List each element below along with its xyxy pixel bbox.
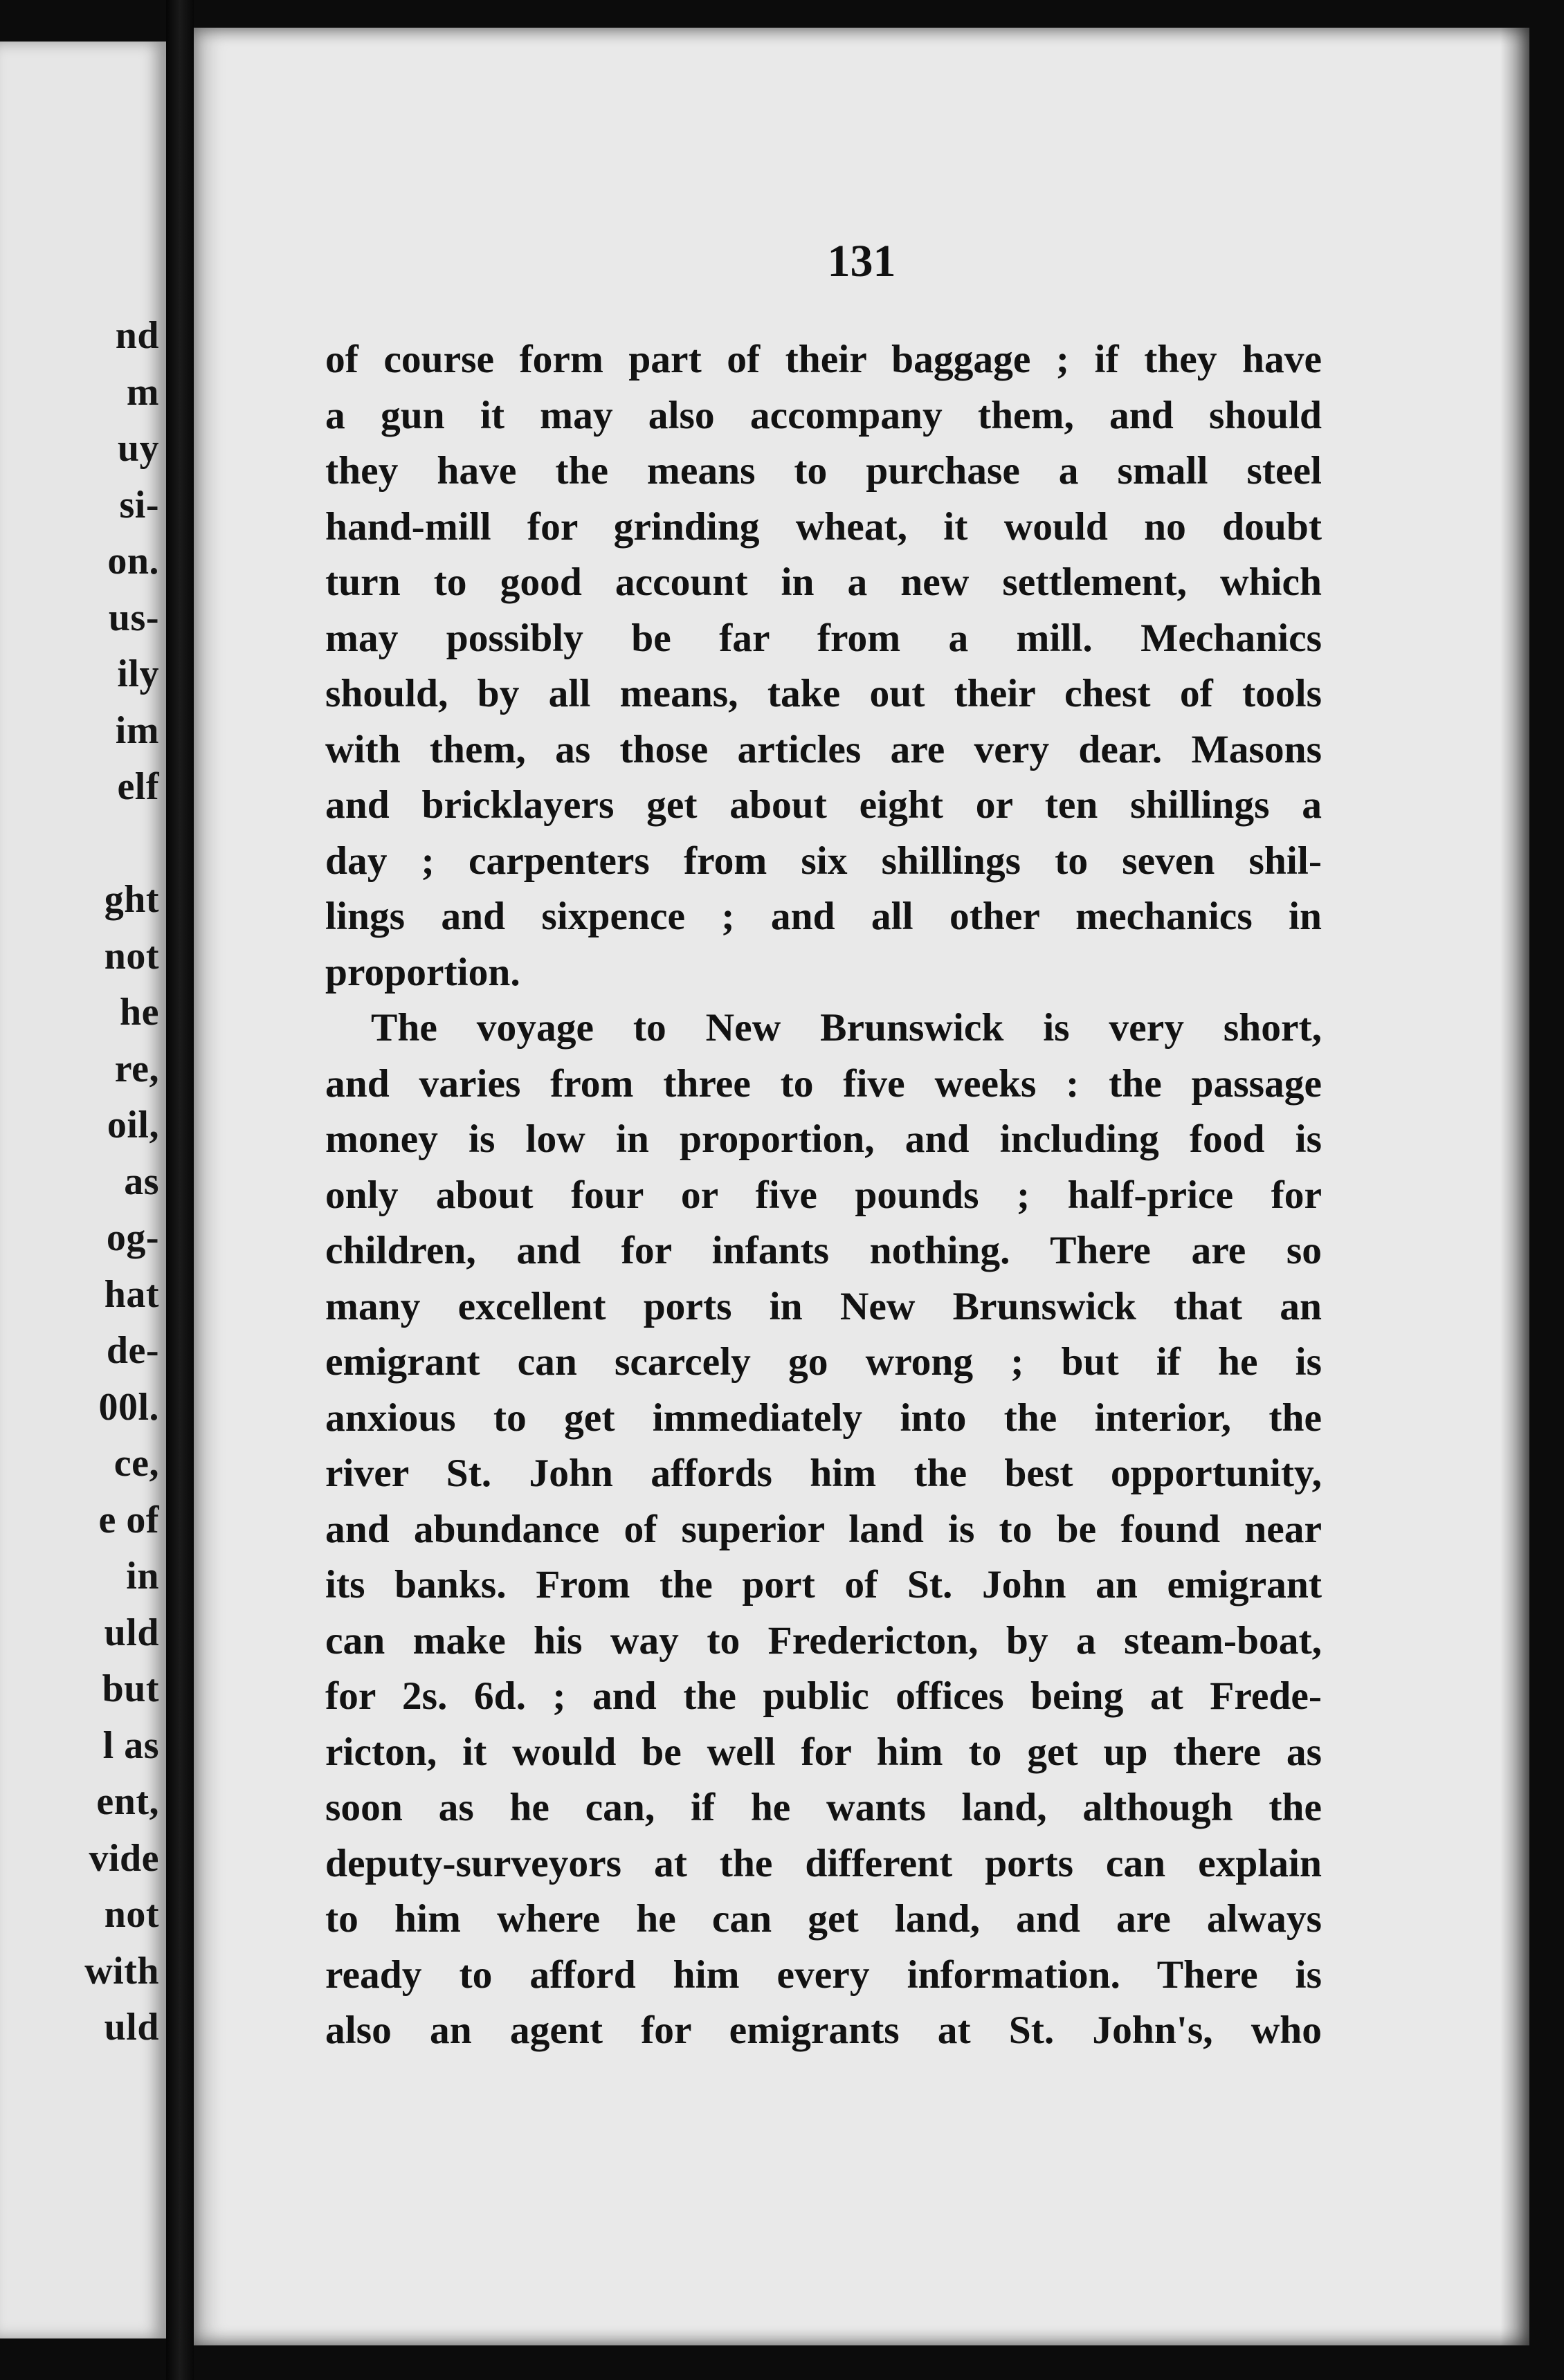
text-line: money is low in proportion, and including food is: [325, 1117, 1322, 1161]
previous-page-line-fragment: vide: [89, 1836, 159, 1880]
previous-page-line-fragment: in: [126, 1555, 159, 1598]
text-line: they have the means to purchase a small steel: [325, 449, 1322, 493]
text-line: only about four or five pounds ; half-price for: [325, 1173, 1322, 1217]
body-text: [325, 332, 1322, 2059]
page-edge-shadow: [1500, 28, 1529, 2345]
text-line: many excellent ports in New Brunswick that an: [325, 1284, 1322, 1328]
previous-page-line-fragment: hat: [104, 1272, 159, 1316]
previous-page-line-fragment: nd: [115, 314, 159, 357]
previous-page-line-fragment: l as: [102, 1723, 159, 1767]
previous-page-line-fragment: uy: [117, 427, 159, 470]
book-page: [194, 28, 1529, 2345]
previous-page-line-fragment: ily: [117, 652, 159, 695]
text-line: a gun it may also accompany them, and should: [325, 393, 1322, 437]
previous-page-line-fragment: oil,: [107, 1104, 159, 1146]
text-line: and abundance of superior land is to be found near: [325, 1507, 1322, 1551]
text-line: anxious to get immediately into the interior, the: [325, 1395, 1322, 1440]
paragraph-2: [325, 1000, 1322, 2059]
text-line: with them, as those articles are very dear. Masons: [325, 727, 1322, 771]
text-line: may possibly be far from a mill. Mechanics: [325, 616, 1322, 660]
previous-page-line-fragment: si-: [119, 483, 159, 527]
previous-page-line-fragment: im: [115, 708, 159, 752]
text-line: also an agent for emigrants at St. John's, who: [325, 2008, 1322, 2052]
previous-page-line-fragment: he: [120, 991, 159, 1034]
text-line: should, by all means, take out their chest of tools: [325, 672, 1322, 715]
text-line: river St. John affords him the best opportunity,: [325, 1452, 1322, 1495]
text-line: its banks. From the port of St. John an emigrant: [325, 1563, 1322, 1606]
text-line: soon as he can, if he wants land, although the: [325, 1786, 1322, 1829]
previous-page-line-fragment: as: [124, 1160, 159, 1203]
text-line: of course form part of their baggage ; if they have: [325, 338, 1322, 381]
text-line: hand-mill for grinding wheat, it would no doubt: [325, 504, 1322, 549]
previous-page-line-fragment: ght: [104, 878, 159, 921]
previous-page-line-fragment: og-: [106, 1216, 159, 1259]
text-line: and varies from three to five weeks : the passage: [325, 1061, 1322, 1106]
previous-page-line-fragment: with: [84, 1949, 159, 1993]
previous-page-line-fragment: ent,: [96, 1780, 159, 1823]
text-line: and bricklayers get about eight or ten shillings a: [325, 783, 1322, 827]
text-line: The voyage to New Brunswick is very short,: [371, 1006, 1322, 1050]
text-line: lings and sixpence ; and all other mechanics in: [325, 895, 1322, 938]
text-line: turn to good account in a new settlement, which: [325, 560, 1322, 604]
text-line: to him where he can get land, and are always: [325, 1897, 1322, 1941]
text-line: can make his way to Fredericton, by a steam-boat,: [325, 1618, 1322, 1663]
text-line: emigrant can scarcely go wrong ; but if he is: [325, 1340, 1322, 1384]
previous-page-line-fragment: on.: [107, 540, 159, 583]
previous-page-line-fragment: not: [104, 1893, 159, 1936]
text-line: children, and for infants nothing. There are so: [325, 1229, 1322, 1272]
page-number: 131: [827, 236, 896, 286]
previous-page-line-fragment: but: [102, 1667, 159, 1710]
text-line: deputy-surveyors at the different ports can explain: [325, 1841, 1322, 1885]
text-line: ready to afford him every information. There is: [325, 1952, 1322, 1997]
previous-page-line-fragment: us-: [108, 596, 159, 639]
previous-page-line-fragment: elf: [117, 765, 159, 808]
previous-page-line-fragment: uld: [104, 1611, 159, 1654]
previous-page-line-fragment: e of: [98, 1498, 159, 1541]
book-gutter: [166, 0, 194, 2380]
text-line: proportion.: [325, 950, 520, 994]
text-line: day ; carpenters from six shillings to seven shil-: [325, 839, 1322, 883]
previous-page-line-fragment: re,: [114, 1047, 159, 1090]
previous-page-line-fragment: uld: [104, 2006, 159, 2049]
previous-page-line-fragment: not: [104, 934, 159, 978]
previous-page-line-fragment: ce,: [113, 1442, 159, 1485]
text-line: for 2s. 6d. ; and the public offices being at Frede-: [325, 1674, 1322, 1718]
text-line: ricton, it would be well for him to get up there as: [325, 1730, 1322, 1774]
previous-page-line-fragment: de-: [106, 1329, 159, 1372]
previous-page-edge: [0, 42, 166, 2338]
previous-page-line-fragment: m: [126, 370, 159, 414]
paragraph-1: [325, 332, 1322, 1000]
previous-page-line-fragment: 00l.: [98, 1385, 159, 1429]
